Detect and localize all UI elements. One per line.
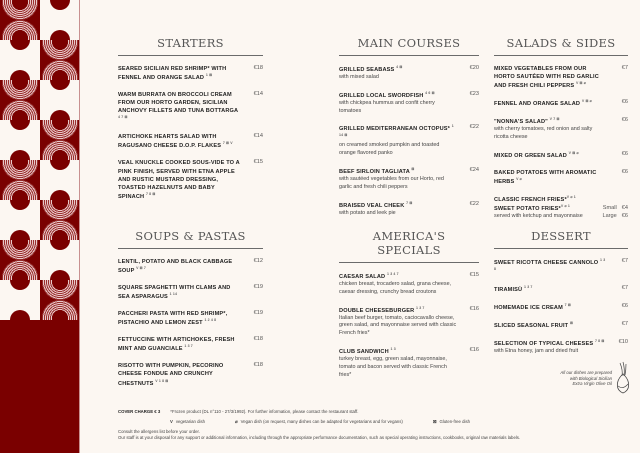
arch-tile — [0, 200, 40, 240]
menu-item — [339, 201, 479, 218]
item-price: €10 — [618, 338, 628, 345]
art-deco-pattern — [0, 0, 80, 320]
item-price: €12 — [253, 258, 263, 264]
item-price: €18 — [253, 65, 263, 71]
item-name: TIRAMISÙ $^{1 3 7}$ — [494, 284, 533, 293]
menu-item — [339, 347, 479, 379]
olive-oil-note — [548, 360, 640, 400]
item-name: SLICED SEASONAL FRUIT ⊠ — [494, 320, 574, 329]
item-name: FETTUCCINE WITH ARTICHOKES, FRESH MINT AND GUANCIALE $^{1 3 7}$ — [118, 337, 235, 353]
item-name: PACCHERI PASTA WITH RED SHRIMP*, PISTACHIO AND LEMON ZEST $^{1 2 4 8}$ — [118, 311, 228, 327]
item-price: €14 — [253, 91, 263, 98]
item-name: CAESAR SALAD $^{1 3 4 7}$ — [339, 272, 399, 280]
item-price: €22 — [469, 200, 479, 207]
legend-vegan: ⌀ Vegan dish (on request, many dishes can be adapted for vegetarians and for vegans) — [235, 419, 403, 425]
item-name: GRILLED LOCAL SWORDFISH $^{4 6 ⊠}$ — [339, 90, 435, 99]
item-name: VEAL KNUCKLE COOKED SOUS-VIDE TO A PINK FINISH, SERVED WITH ETNA APPLE AND RUSTIC MUSTARD DRESSING, TOASTED HAZELNUTS AND BABY SPINACH $^{7 8 ⊠}$ — [118, 160, 240, 200]
allergen-marks: V ⊠ ⌀ — [581, 99, 592, 104]
menu-item — [118, 336, 263, 353]
item-name: MIXED OR GREEN SALAD $^{V ⊠ ⌀}$ — [494, 150, 579, 159]
section-title: SALADS & SIDES — [494, 36, 628, 56]
vegan-icon: ⌀ — [235, 419, 238, 425]
menu-item — [118, 65, 263, 82]
allergen-marks: ⊠ — [569, 320, 574, 325]
allergen-marks: 1 3 — [390, 347, 396, 352]
arch-tile — [0, 40, 40, 80]
item-price: €15 — [253, 159, 263, 166]
allergen-marks: 1 3 8 — [494, 258, 606, 271]
menu-item — [118, 91, 263, 124]
item-name: BRAISED VEAL CHEEK $^{7 ⊠}$ — [339, 200, 413, 209]
item-description: chicken breast, trocadero salad, grana cheese, caesar dressing, crunchy bread croutons — [339, 280, 452, 295]
item-price: €7 — [621, 258, 628, 264]
allergen-marks: 7 ⊠ — [406, 200, 413, 205]
item-name: SQUARE SPAGHETTI WITH CLAMS AND SEA ASPARAGUS $^{1 14}$ — [118, 285, 231, 301]
allergen-marks: 1 14 — [169, 292, 178, 297]
item-price: €6 — [621, 150, 628, 157]
item-price: €19 — [253, 284, 263, 291]
menu-item — [494, 285, 628, 294]
olive-oil-text: All our dishes are prepared with Biological Sicilian Extra Virgin Olive Oil — [560, 370, 612, 387]
item-description: with potato and leek pie — [339, 209, 396, 216]
decorative-sidebar — [0, 0, 80, 453]
item-price: €16 — [469, 305, 479, 312]
allergen-marks: V ⊠ ⌀ — [575, 81, 587, 86]
item-name: ARTICHOKE HEARTS SALAD WITH RAGUSANO CHEESE D.O.P. FLAKES $^{7 ⊠ V}$ — [118, 134, 233, 150]
item-description: with sautéed vegetables from our Horto, red garlic and fresh chili peppers — [339, 175, 444, 190]
item-price: €23 — [469, 90, 479, 97]
item-name: SEARED SICILIAN RED SHRIMP* WITH FENNEL AND ORANGE SALAD $^{1 ⊠}$ — [118, 66, 227, 81]
item-description: with Etna honey, jam and dried fruit — [494, 347, 579, 354]
menu-item — [494, 99, 628, 108]
fan-tile — [40, 280, 80, 320]
item-price: €6 — [621, 99, 628, 106]
section-soups-pastas — [118, 229, 263, 397]
allergen-marks: V 7 ⊠ — [549, 117, 560, 122]
allergen-marks: 1 3 4 7 — [386, 272, 399, 276]
menu-item — [118, 362, 263, 387]
frozen-note: *Frozen product (DL n°110 - 27/3/1992). For further information, please contact the restaurant staff. — [170, 409, 359, 414]
item-name: CLASSIC FRENCH FRIES*$^{V ⌀ 1}$ — [494, 194, 576, 203]
item-name: DOUBLE CHEESEBURGER $^{1 3 7}$ — [339, 305, 425, 314]
item-name: SWEET RICOTTA CHEESE CANNOLO $^{1 3 8}$ — [494, 258, 606, 271]
section-dessert — [494, 229, 628, 365]
menu-item — [494, 258, 628, 276]
item-price: €24 — [469, 167, 479, 174]
item-price: €6 — [621, 302, 628, 309]
item-name: WARM BURRATA ON BROCCOLI CREAM FROM OUR HORTO GARDEN, SICILIAN ANCHOVY FILLETS AND TUNA BOTTARGA $^{4 7 ⊠}$ — [118, 92, 239, 120]
item-name: GRILLED SEABASS $^{4 ⊠}$ — [339, 65, 403, 73]
item-description: Italian beef burger, tomato, caciocavallo cheese, green salad, and mayonnaise served with classic French fries* — [339, 314, 457, 337]
legend-gluten-free: ⊠ Gluten-free dish — [432, 419, 471, 425]
allergen-marks: 1 3 7 — [184, 344, 193, 349]
menu-item — [339, 306, 479, 338]
allergen-marks: V ⊠ ⌀ — [568, 150, 579, 155]
item-price: €18 — [253, 336, 263, 343]
arch-tile — [40, 80, 80, 120]
arch-tile — [0, 280, 40, 320]
cover-charge: COVER CHARGE € 3 — [118, 409, 161, 414]
menu-item — [494, 117, 628, 142]
fan-tile — [40, 200, 80, 240]
footer-notes — [118, 409, 618, 441]
item-description: with mixed salad — [339, 73, 379, 80]
menu-item — [339, 124, 479, 158]
item-price: €15 — [469, 272, 479, 278]
allergens-line-1: Consult the allergens list before your order. — [118, 429, 200, 435]
section-starters — [118, 36, 263, 210]
allergen-marks: V ⌀ — [516, 176, 522, 181]
menu-item — [494, 339, 628, 356]
allergen-marks: 1 14 ⊠ — [339, 124, 454, 138]
item-price: €22 — [469, 124, 479, 131]
menu-item — [339, 65, 479, 82]
section-title: AMERICA'S SPECIALS — [339, 229, 479, 263]
menu-item-fries — [494, 195, 628, 221]
item-description: with cherry tomatoes, red onion and salty ricotta cheese — [494, 126, 593, 140]
arch-tile — [40, 160, 80, 200]
vegetarian-icon: V — [170, 419, 173, 425]
item-name: BEEF SIRLOIN TAGLIATA ⊠ — [339, 167, 415, 175]
item-price: €7 — [621, 284, 628, 291]
allergen-marks: 4 7 ⊠ — [118, 115, 128, 120]
fan-tile — [0, 240, 40, 280]
size-prices: Small €4 Large €6 — [602, 204, 628, 220]
arch-tile — [40, 240, 80, 280]
section-title: MAIN COURSES — [339, 36, 479, 56]
item-description: on creamed smoked pumpkin and toasted orange flavored panko — [339, 142, 440, 157]
menu-item — [494, 303, 628, 312]
item-name: LENTIL, POTATO AND BLACK CABBAGE SOUP $^{V ⊠ 7}$ — [118, 259, 233, 274]
item-name: GRILLED MEDITERRANEAN OCTOPUS* $^{1 14 ⊠}$ — [339, 124, 454, 138]
menu-item — [494, 65, 628, 90]
allergen-marks: 7 8 ⊠ — [594, 338, 605, 343]
allergen-marks: 4 ⊠ — [396, 65, 403, 69]
menu-item — [118, 284, 263, 301]
allergen-marks: 7 ⊠ — [564, 302, 571, 307]
allergen-marks: V 1 8 ⊠ — [155, 378, 169, 383]
section-salads-sides — [494, 36, 628, 230]
menu-item — [118, 310, 263, 327]
section-title: STARTERS — [118, 36, 263, 56]
gluten-free-icon: ⊠ — [432, 419, 437, 425]
menu-item — [339, 91, 479, 116]
menu-item — [118, 258, 263, 275]
item-name: RISOTTO WITH PUMPKIN, PECORINO CHEESE FONDUE AND CRUNCHY CHESTNUTS $^{V 1 8 ⊠}$ — [118, 363, 224, 387]
menu-item — [339, 167, 479, 192]
arch-tile — [0, 120, 40, 160]
section-title: DESSERT — [494, 229, 628, 249]
section-americas-specials — [339, 229, 479, 389]
item-name: BAKED POTATOES WITH AROMATIC HERBS $^{V ⌀}$ — [494, 169, 597, 185]
menu-item — [118, 133, 263, 150]
item-name: "NONNA'S SALAD" $^{V 7 ⊠}$ — [494, 117, 560, 126]
allergen-marks: 1 3 7 — [523, 284, 533, 289]
allergen-marks: 1 2 4 8 — [204, 318, 217, 323]
allergen-marks: 1 3 7 — [415, 305, 425, 310]
item-price: €19 — [253, 310, 263, 317]
item-name: HOMEMADE ICE CREAM $^{7 ⊠}$ — [494, 302, 571, 311]
menu-item — [118, 159, 263, 200]
section-main-courses — [339, 36, 479, 226]
menu-item — [494, 151, 628, 160]
item-price: €14 — [253, 133, 263, 140]
allergen-marks: ⊠ — [411, 167, 415, 172]
allergens-line-2: Our staff is at your disposal for any support or additional information, including through the appropriate performance documentation, such as special operating instructions, cookbooks, original raw materials labels. — [118, 435, 521, 441]
olive-oil-drop-icon — [612, 360, 634, 396]
item-description: with chickpea hummus and confit cherry tomatoes — [339, 99, 435, 114]
item-name: CLUB SANDWICH $^{1 3}$ — [339, 347, 396, 355]
fan-tile — [40, 40, 80, 80]
allergen-marks: 7 ⊠ V — [222, 141, 233, 146]
item-price: €7 — [621, 320, 628, 327]
allergen-marks: V ⊠ 7 — [136, 266, 146, 271]
item-name: SELECTION OF TYPICAL CHEESES $^{7 8 ⊠}$ — [494, 338, 605, 347]
legend-vegetarian: V vegetarian dish — [170, 419, 206, 425]
diet-legend — [118, 419, 618, 425]
item-price: €20 — [469, 65, 479, 71]
arch-tile — [40, 0, 80, 40]
section-title: SOUPS & PASTAS — [118, 229, 263, 249]
allergen-marks: 1 ⊠ — [205, 73, 213, 78]
item-price: €7 — [621, 65, 628, 71]
item-name: SWEET POTATO FRIES*$^{V ⌀ 1}$ — [494, 203, 570, 212]
fan-tile — [0, 80, 40, 120]
item-price: €6 — [621, 168, 628, 175]
item-price: €16 — [469, 347, 479, 354]
item-description: served with ketchup and mayonnaise — [494, 212, 583, 219]
fan-tile — [0, 160, 40, 200]
item-price: €18 — [253, 362, 263, 369]
menu-item — [339, 272, 479, 297]
item-name: FENNEL AND ORANGE SALAD $^{V ⊠ ⌀}$ — [494, 99, 592, 108]
menu-item — [494, 169, 628, 186]
fan-tile — [40, 120, 80, 160]
allergen-marks: 4 6 ⊠ — [425, 90, 435, 95]
fan-tile — [0, 0, 40, 40]
item-description: turkey breast, egg, green salad, mayonnaise, tomato and bacon served with classic French fries* — [339, 356, 447, 378]
item-price: €6 — [621, 117, 628, 124]
allergen-marks: 7 8 ⊠ — [145, 191, 156, 196]
item-name: MIXED VEGETABLES FROM OUR HORTO SAUTÉED WITH RED GARLIC AND FRESH CHILI PEPPERS $^{V ⊠ ⌀}$ — [494, 66, 599, 90]
menu-item — [494, 321, 628, 330]
